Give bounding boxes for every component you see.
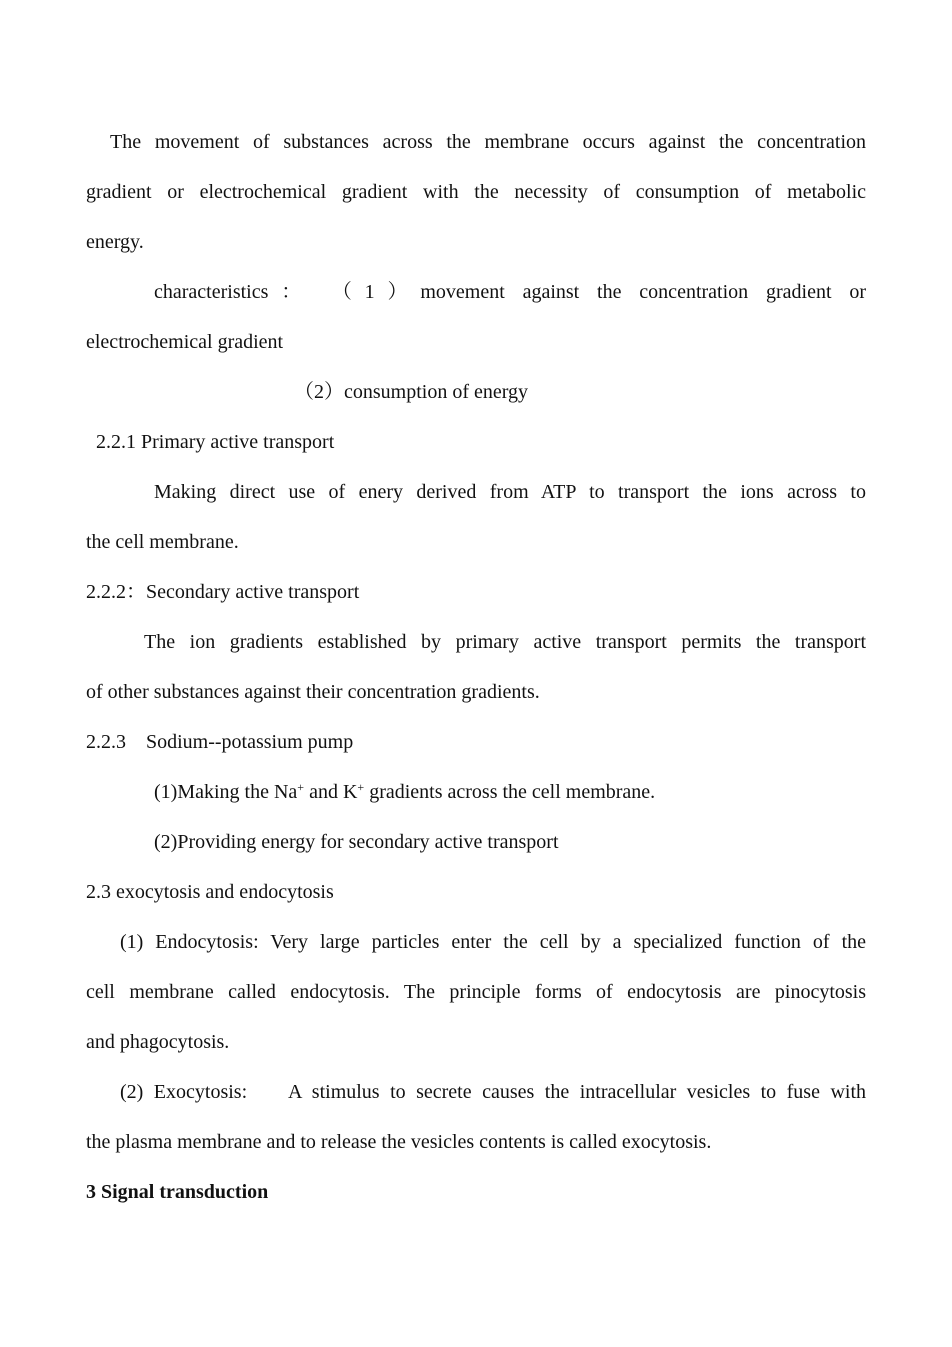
characteristics-item-2: （2）consumption of energy [294,381,529,403]
exocytosis-line-2: the plasma membrane and to release the vesicles contents is called exocytosis. [86,1131,712,1153]
exocytosis-line-1: (2) Exocytosis: A stimulus to secrete causes the intracellular vesicles to fuse with [120,1081,866,1103]
pump-item-1-text-c: gradients across the cell membrane. [364,781,656,803]
pump-item-1-text-a: (1)Making the Na [154,781,298,803]
pump-item-2: (2)Providing energy for secondary active transport [154,831,559,853]
secondary-active-transport-heading: 2.2.2：Secondary active transport [86,581,360,603]
exocytosis-endocytosis-heading: 2.3 exocytosis and endocytosis [86,881,334,903]
active-transport-definition-line-1: The movement of substances across the membrane occurs against the concentration [110,131,866,153]
secondary-active-transport-line-2: of other substances against their concentration gradients. [86,681,540,703]
endocytosis-line-2: cell membrane called endocytosis. The principle forms of endocytosis are pinocytosis [86,981,866,1003]
pump-item-1 [154,780,655,804]
primary-active-transport-line-2: the cell membrane. [86,531,239,553]
primary-active-transport-line-1: Making direct use of enery derived from ATP to transport the ions across to [154,481,866,503]
signal-transduction-heading: 3 Signal transduction [86,1181,269,1203]
endocytosis-line-1: (1) Endocytosis: Very large particles enter the cell by a specialized function of the [120,931,866,953]
endocytosis-line-3: and phagocytosis. [86,1031,230,1053]
secondary-active-transport-line-1: The ion gradients established by primary active transport permits the transport [144,631,866,653]
sodium-charge: + [297,780,305,794]
active-transport-definition-line-3: energy. [86,231,144,253]
active-transport-definition-line-2: gradient or electrochemical gradient with the necessity of consumption of metabolic [86,181,866,203]
primary-active-transport-heading: 2.2.1 Primary active transport [96,431,335,453]
pump-item-1-text-b: and K [304,781,358,803]
sodium-potassium-pump-heading: 2.2.3 Sodium--potassium pump [86,731,354,753]
characteristics-line-2: electrochemical gradient [86,331,284,353]
characteristics-line-1: characteristics： （1）movement against the concentration gradient or [154,281,866,303]
potassium-charge: + [357,780,365,794]
